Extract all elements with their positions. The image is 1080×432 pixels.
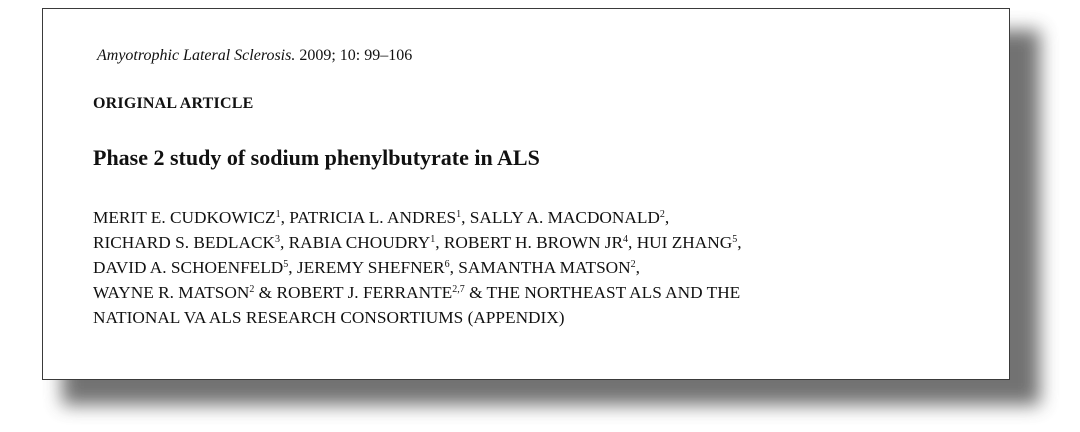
author-text: ,	[737, 233, 742, 252]
affiliation-marker: 1	[456, 209, 462, 220]
author-text: , PATRICIA L. ANDRES	[280, 208, 457, 227]
affiliation-marker: 5	[732, 234, 738, 245]
author-text: DAVID A. SCHOENFELD	[93, 258, 284, 277]
author-line	[93, 255, 983, 280]
affiliation-marker: 6	[444, 259, 450, 270]
author-text: MERIT E. CUDKOWICZ	[93, 208, 276, 227]
journal-volume-pages: 2009; 10: 99–106	[299, 47, 413, 64]
author-text: , RABIA CHOUDRY	[279, 233, 431, 252]
affiliation-marker: 2	[249, 284, 255, 295]
affiliation-marker: 1	[275, 209, 281, 220]
affiliation-marker: 2	[659, 209, 665, 220]
affiliation-marker: 4	[623, 234, 629, 245]
article-title: Phase 2 study of sodium phenylbutyrate in ALS	[93, 145, 540, 170]
article-header-card	[42, 8, 1010, 380]
author-line	[93, 230, 983, 255]
author-list	[93, 205, 983, 330]
author-text: RICHARD S. BEDLACK	[93, 233, 275, 252]
affiliation-marker: 5	[283, 259, 289, 270]
author-text: & ROBERT J. FERRANTE	[254, 283, 453, 302]
author-text: ,	[635, 258, 640, 277]
author-text: & THE NORTHEAST ALS AND THE	[464, 283, 741, 302]
author-text: ,	[664, 208, 670, 227]
author-line	[93, 280, 983, 305]
affiliation-marker: 3	[274, 234, 280, 245]
journal-citation	[97, 47, 412, 65]
author-text: WAYNE R. MATSON	[93, 283, 250, 302]
author-text: , SALLY A. MACDONALD	[461, 208, 660, 227]
section-label: ORIGINAL ARTICLE	[93, 95, 254, 112]
affiliation-marker: 2,7	[452, 284, 465, 295]
author-text: , JEREMY SHEFNER	[288, 258, 445, 277]
author-text: NATIONAL VA ALS RESEARCH CONSORTIUMS (APPENDIX)	[93, 308, 565, 327]
author-text: , SAMANTHA MATSON	[449, 258, 631, 277]
author-text: , HUI ZHANG	[628, 233, 733, 252]
journal-name: Amyotrophic Lateral Sclerosis.	[97, 47, 296, 64]
affiliation-marker: 2	[630, 259, 636, 270]
author-text: , ROBERT H. BROWN JR	[435, 233, 624, 252]
affiliation-marker: 1	[430, 234, 436, 245]
author-line	[93, 305, 983, 330]
author-line	[93, 205, 983, 230]
